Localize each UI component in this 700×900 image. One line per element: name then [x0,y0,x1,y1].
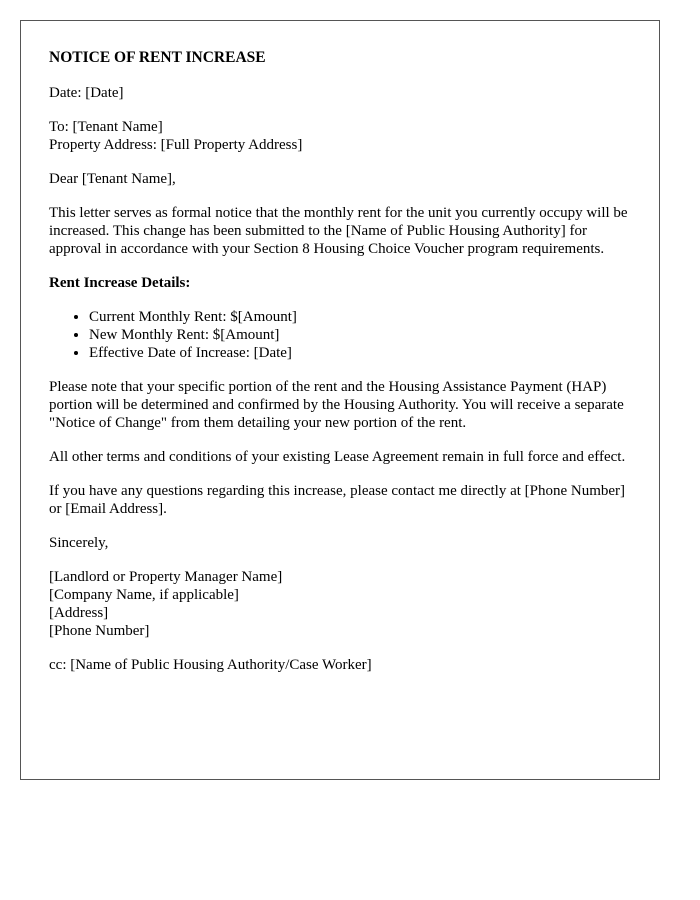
property-address-line: Property Address: [Full Property Address] [49,137,303,153]
detail-new-rent: • New Monthly Rent: $[Amount] [89,326,631,344]
date-line: Date: [Date] [49,85,124,101]
paragraph-terms: All other terms and conditions of your existing Lease Agreement remain in full force and effect. [49,449,626,465]
signature-phone: [Phone Number] [49,623,150,639]
paragraph-contact: If you have any questions regarding this increase, please contact me directly at [Phone Number] or [Email Address]. [49,483,626,517]
to-line: To: [Tenant Name] [49,119,163,135]
closing: Sincerely, [49,535,109,551]
details-list [49,308,631,362]
cc-line: cc: [Name of Public Housing Authority/Case Worker] [49,657,372,673]
letter-title: NOTICE OF RENT INCREASE [49,49,266,66]
signature-name: [Landlord or Property Manager Name] [49,569,283,585]
detail-current-rent: • Current Monthly Rent: $[Amount] [89,308,631,326]
paragraph-hap: Please note that your specific portion of the rent and the Housing Assistance Payment (HAP) portion will be determined and confirmed by the Housing Authority. You will receive a separate "Notice of Change" from them detailing your new portion of the rent. [49,379,624,431]
signature-block [49,568,631,640]
recipient-block [49,118,631,154]
detail-effective-date: • Effective Date of Increase: [Date] [89,344,631,362]
signature-company: [Company Name, if applicable] [49,587,239,603]
salutation: Dear [Tenant Name], [49,171,176,187]
paragraph-notice: This letter serves as formal notice that the monthly rent for the unit you currently occupy will be increased. This change has been submitted to the [Name of Public Housing Authority] for approval in accordance with your Section 8 Housing Choice Voucher program requirements. [49,205,628,257]
details-heading: Rent Increase Details: [49,275,191,291]
letter-page [20,20,660,780]
signature-address: [Address] [49,605,109,621]
